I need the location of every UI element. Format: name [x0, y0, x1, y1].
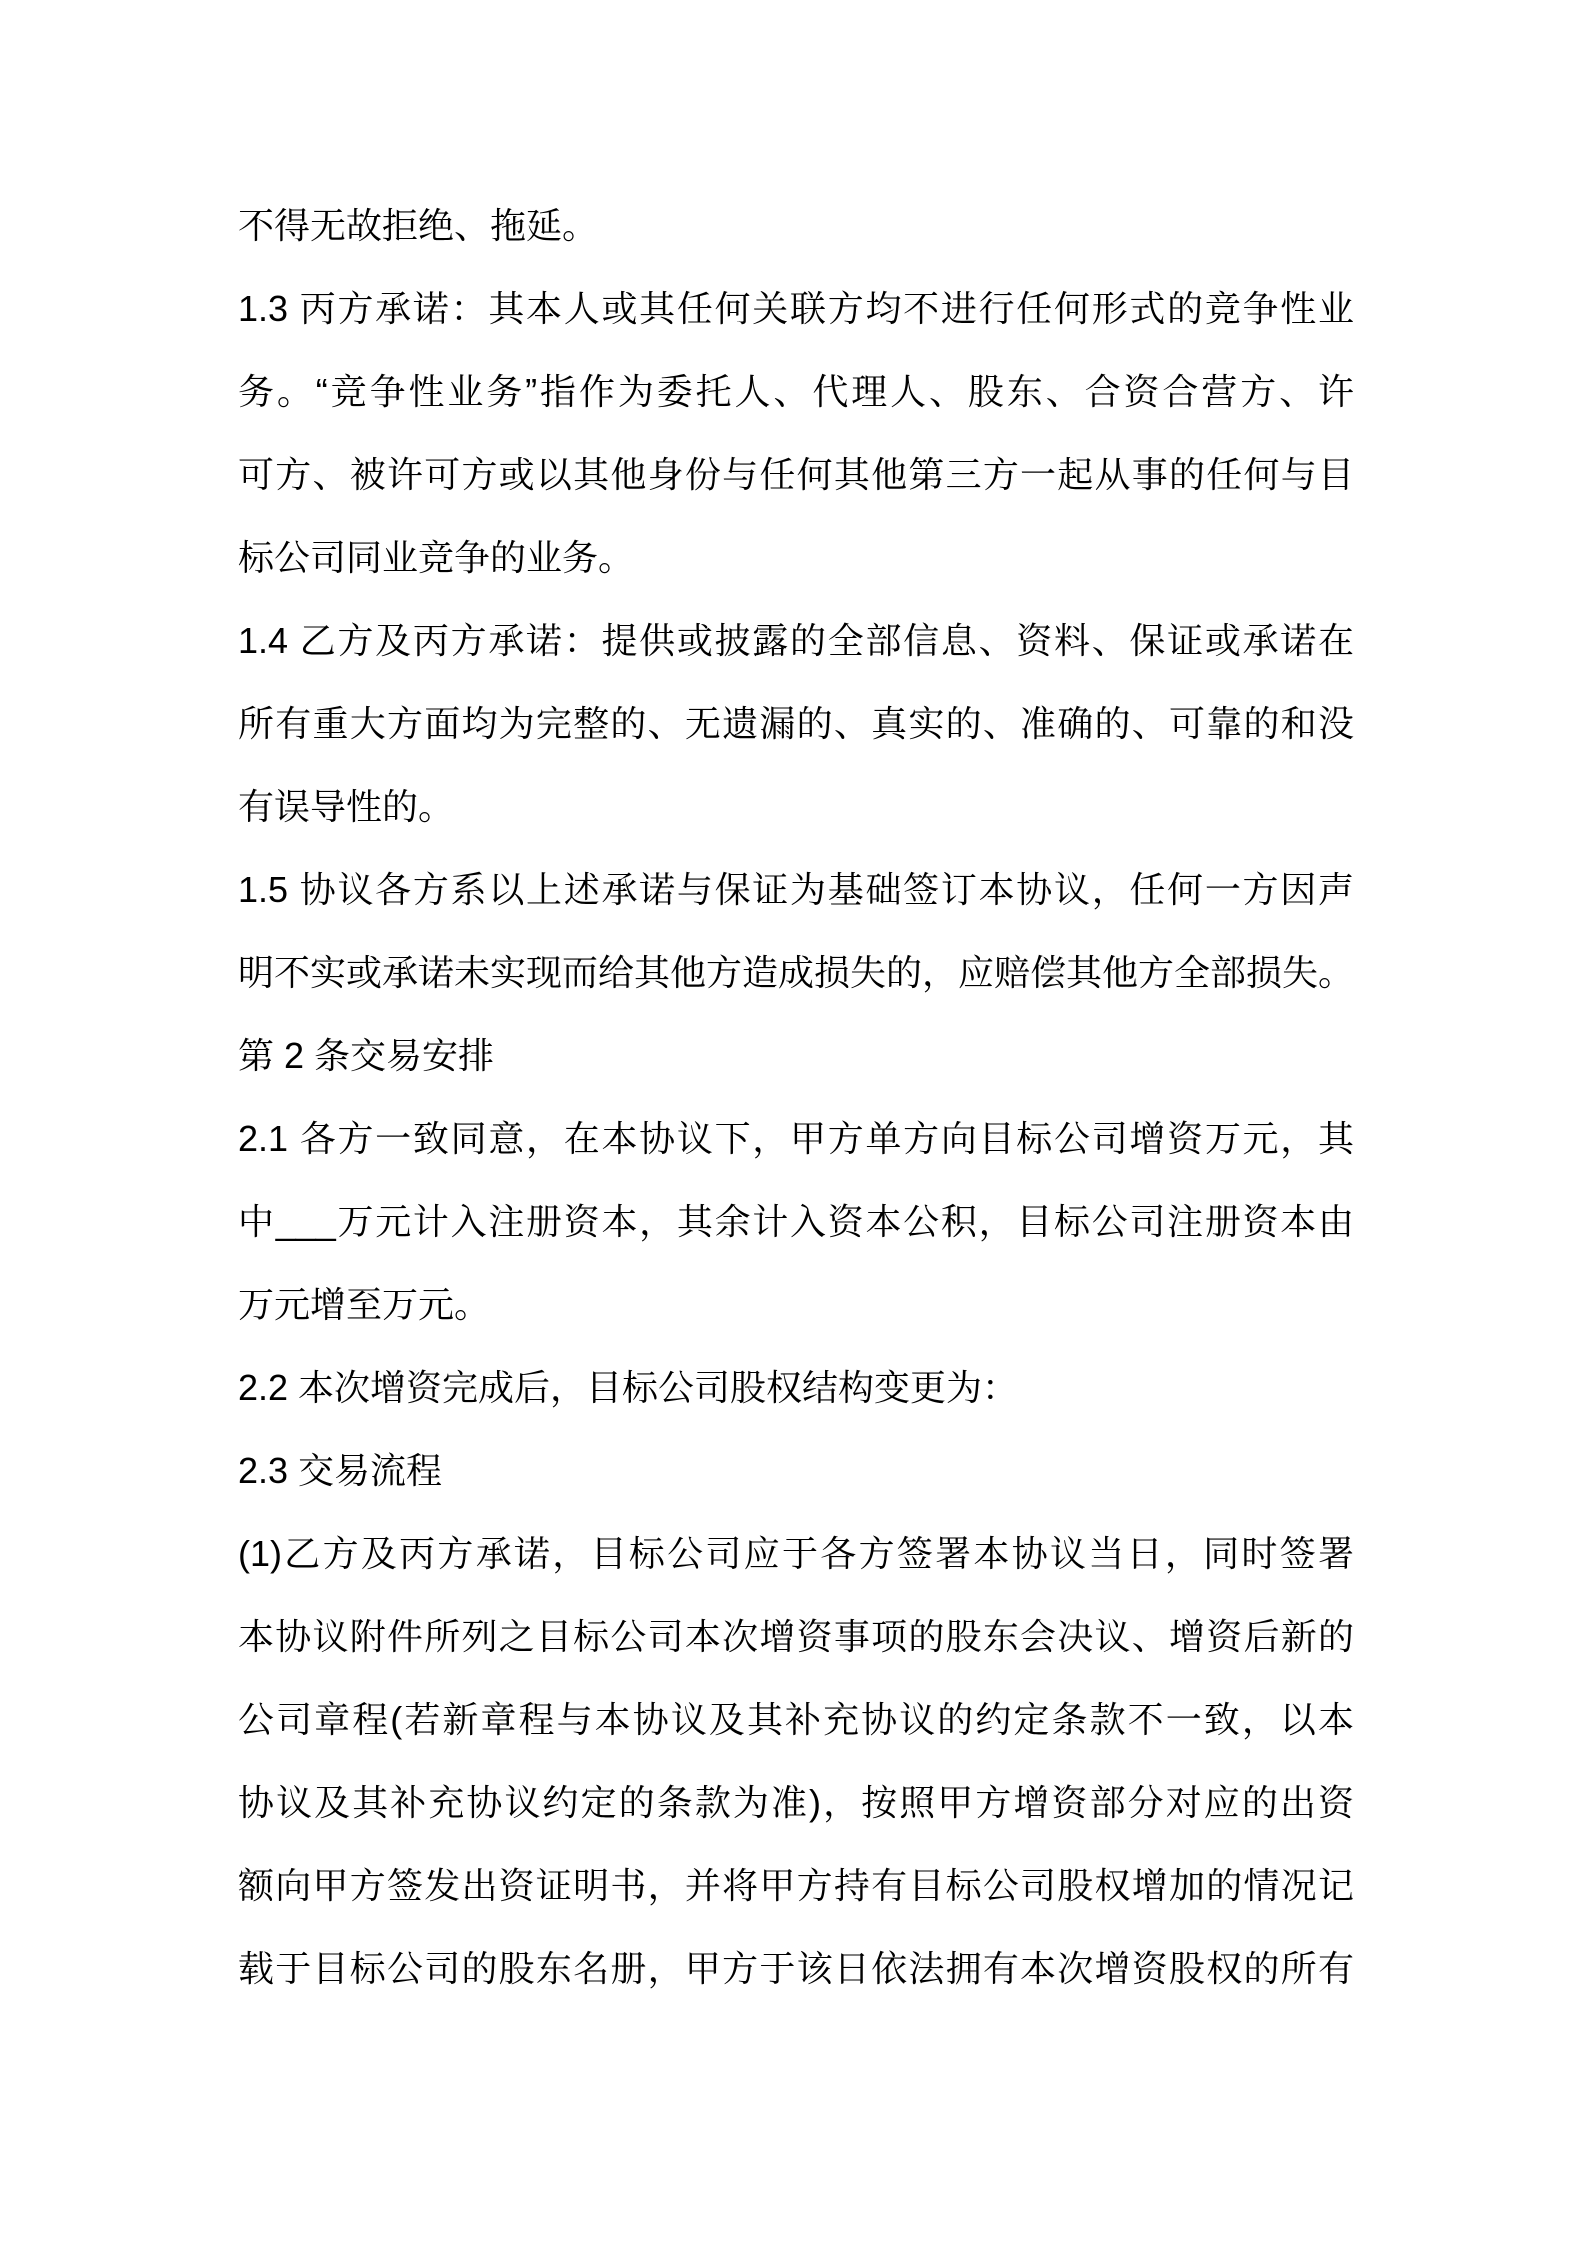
text-line: 1.4 乙方及丙方承诺：提供或披露的全部信息、资料、保证或承诺在 — [238, 620, 1354, 661]
text-line: 协议及其补充协议约定的条款为准)，按照甲方增资部分对应的出资 — [238, 1782, 1354, 1823]
text-line: 所有重大方面均为完整的、无遗漏的、真实的、准确的、可靠的和没 — [238, 703, 1354, 744]
text-line: 明不实或承诺未实现而给其他方造成损失的，应赔偿其他方全部损失。 — [238, 952, 1355, 993]
text-line: 公司章程(若新章程与本协议及其补充协议的约定条款不一致，以本 — [238, 1699, 1354, 1740]
text-line: 载于目标公司的股东名册，甲方于该日依法拥有本次增资股权的所有 — [238, 1948, 1354, 1989]
text-line: 额向甲方签发出资证明书，并将甲方持有目标公司股权增加的情况记 — [238, 1865, 1354, 1906]
text-line: 2.3 交易流程 — [238, 1450, 443, 1491]
text-line: 务。“竞争性业务”指作为委托人、代理人、股东、合资合营方、许 — [238, 371, 1354, 412]
text-line: (1)乙方及丙方承诺，目标公司应于各方签署本协议当日，同时签署 — [238, 1533, 1354, 1574]
text-line: 本协议附件所列之目标公司本次增资事项的股东会决议、增资后新的 — [238, 1616, 1354, 1657]
text-line: 有误导性的。 — [238, 786, 455, 827]
text-line: 1.5 协议各方系以上述承诺与保证为基础签订本协议，任何一方因声 — [238, 869, 1354, 910]
document-text — [238, 184, 1354, 2010]
text-line: 第 2 条交易安排 — [238, 1035, 495, 1076]
text-line: 可方、被许可方或以其他身份与任何其他第三方一起从事的任何与目 — [238, 454, 1354, 495]
text-line: 2.1 各方一致同意，在本协议下，甲方单方向目标公司增资万元，其 — [238, 1118, 1354, 1159]
text-line: 标公司同业竞争的业务。 — [238, 537, 635, 578]
text-line: 不得无故拒绝、拖延。 — [238, 205, 599, 246]
text-line: 中___万元计入注册资本，其余计入资本公积，目标公司注册资本由 — [238, 1201, 1354, 1242]
text-line: 万元增至万元。 — [238, 1284, 491, 1325]
text-line: 1.3 丙方承诺：其本人或其任何关联方均不进行任何形式的竞争性业 — [238, 288, 1354, 329]
text-line: 2.2 本次增资完成后，目标公司股权结构变更为： — [238, 1367, 1019, 1408]
